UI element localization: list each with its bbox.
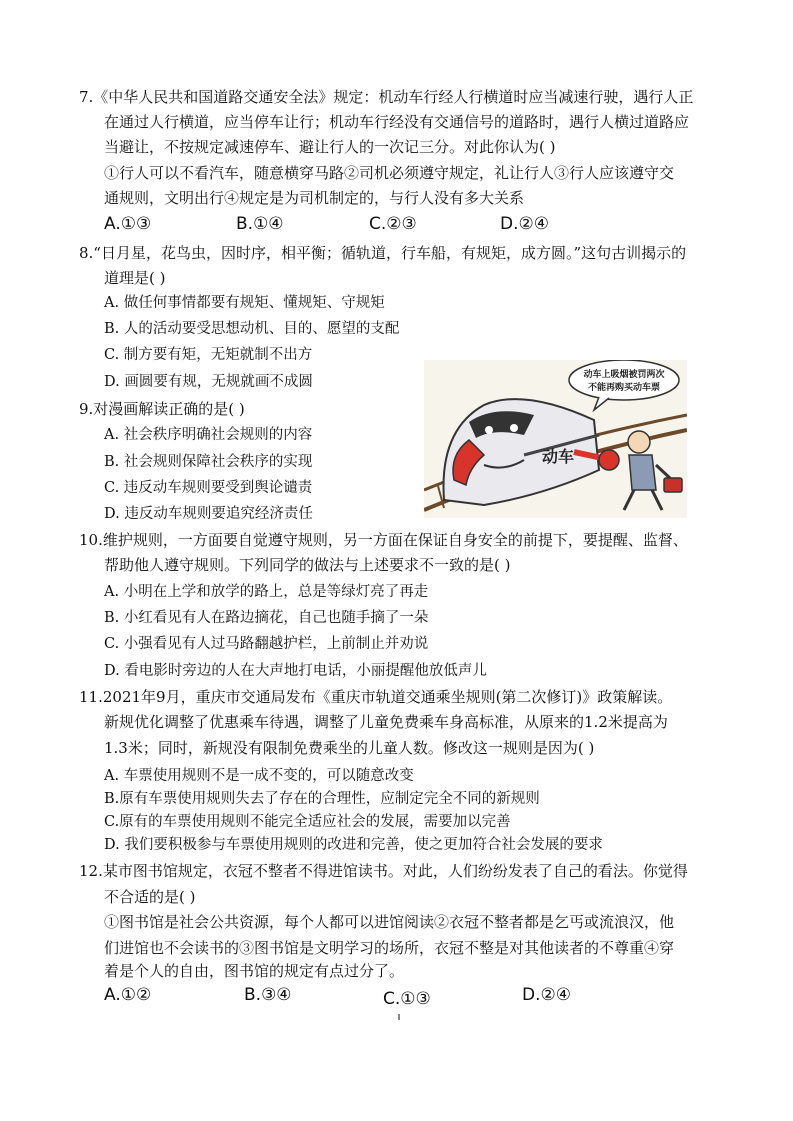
q11-stem-line1: 11.2021年9月，重庆市交通局发布《重庆市轨道交通乘坐规则(第二次修订)》政策解读。 [79,688,673,706]
q12-option-d[interactable]: D.②④ [522,985,571,1005]
q12-statements-line1: ①图书馆是社会公共资源，每个人都可以进馆阅读②衣冠不整者都是乞丐或流浪汉，他 [104,913,675,931]
train-cartoon [424,360,687,518]
q9-option-c[interactable]: C. 违反动车规则要受到舆论谴责 [104,480,313,496]
speech-bubble [569,360,679,400]
q9-option-a[interactable]: A. 社会秩序明确社会规则的内容 [104,427,313,443]
q12-statements-line3: 着是个人的自由，图书馆的规定有点过分了。 [104,962,405,980]
q7-statements-line2: 通规则，文明出行④规定是为司机制定的，与行人没有多大关系 [104,189,525,207]
q9-option-d[interactable]: D. 违反动车规则要追究经济责任 [104,506,313,522]
q8-stem-line2: 道理是( ) [104,269,166,287]
train-label: 动车 [542,447,575,466]
speech-bubble-tail [594,397,609,410]
q10-option-d[interactable]: D. 看电影时旁边的人在大声地打电话，小丽提醒他放低声儿 [104,663,487,679]
train-eye-left [485,426,493,434]
bubble-text-line2: 不能再购买动车票 [587,383,661,393]
q11-option-a[interactable]: A. 车票使用规则不是一成不变的，可以随意改变 [104,768,414,784]
cartoon-drawing [424,360,687,518]
q12-option-c[interactable]: C.①③ [383,989,431,1009]
q12-stem-line1: 12.某市图书馆规定，衣冠不整者不得进馆读书。对此，人们纷纷发表了自己的看法。你觉得 [79,862,688,880]
q10-option-a[interactable]: A. 小明在上学和放学的路上，总是等绿灯亮了再走 [104,584,429,600]
q8-option-b[interactable]: B. 人的活动要受思想动机、目的、愿望的支配 [104,321,400,337]
man-body [629,455,656,490]
q7-option-b[interactable]: B.①④ [236,214,284,234]
man-legs [624,490,662,510]
boxing-glove [599,450,619,470]
q7-option-a[interactable]: A.①③ [104,214,152,234]
q12-option-a[interactable]: A.①② [104,985,152,1005]
train-eye-right [510,424,518,432]
q11-stem-line3: 1.3米；同时，新规没有限制免费乘坐的儿童人数。修改这一规则是因为( ) [104,739,595,757]
q10-stem-line1: 10.维护规则，一方面要自觉遵守规则，另一方面在保证自身安全的前提下，要提醒、监督、 [79,531,688,549]
q7-stem-line2: 在通过人行横道，应当停车让行；机动车行经没有交通信号的道路时，遇行人横过道路应 [104,113,690,131]
q7-statements-line1: ①行人可以不看汽车，随意横穿马路②司机必须遵守规定，礼让行人③行人应该遵守交 [104,164,675,182]
q11-stem-line2: 新规优化调整了优惠乘车待遇，调整了儿童免费乘车身高标准，从原来的1.2米提高为 [104,713,668,731]
man-head [628,431,650,453]
q7-stem-line1: 7.《中华人民共和国道路交通安全法》规定：机动车行经人行横道时应当减速行驶，遇行人正 [79,88,694,106]
q12-stem-line2: 不合适的是( ) [104,888,196,906]
q11-option-c[interactable]: C.原有的车票使用规则不能完全适应社会的发展，需要加以完善 [104,814,511,830]
q9-option-b[interactable]: B. 社会规则保障社会秩序的实现 [104,454,313,470]
q10-option-b[interactable]: B. 小红看见有人在路边摘花，自己也随手摘了一朵 [104,610,429,626]
q10-stem-line2: 帮助他人遵守规则。下列同学的做法与上述要求不一致的是( ) [104,556,511,574]
q12-option-b[interactable]: B.③④ [244,985,292,1005]
q11-option-d[interactable]: D. 我们要积极参与车票使用规则的改进和完善，使之更加符合社会发展的要求 [104,837,603,853]
q12-statements-line2: 们进馆也不会读书的③图书馆是文明学习的场所，衣冠不整是对其他读者的不尊重④穿 [104,939,675,957]
q11-option-b[interactable]: B.原有车票使用规则失去了存在的合理性，应制定完全不同的新规则 [104,791,540,807]
q7-option-c[interactable]: C.②③ [369,214,417,234]
q10-option-c[interactable]: C. 小强看见有人过马路翻越护栏，上前制止并劝说 [104,636,429,652]
q8-option-a[interactable]: A. 做任何事情都要有规矩、懂规矩、守规矩 [104,295,385,311]
q7-option-d[interactable]: D.②④ [500,214,549,234]
q8-option-d[interactable]: D. 画圆要有规，无规就画不成圆 [104,374,313,390]
page-mark [398,1014,400,1020]
q8-stem-line1: 8.“日月星，花鸟虫，因时序，相平衡；循轨道，行车船，有规矩，成方圆。”这句古训揭示的 [79,244,687,262]
bubble-text-line1: 动车上吸烟被罚两次 [583,370,665,380]
man-bag [664,478,682,492]
q9-stem: 9.对漫画解读正确的是( ) [79,400,245,418]
q7-stem-line3: 当避让，不按规定减速停车、避让行人的一次记三分。对此你认为( ) [104,138,556,156]
q8-option-c[interactable]: C. 制方要有矩，无矩就制不出方 [104,347,313,363]
